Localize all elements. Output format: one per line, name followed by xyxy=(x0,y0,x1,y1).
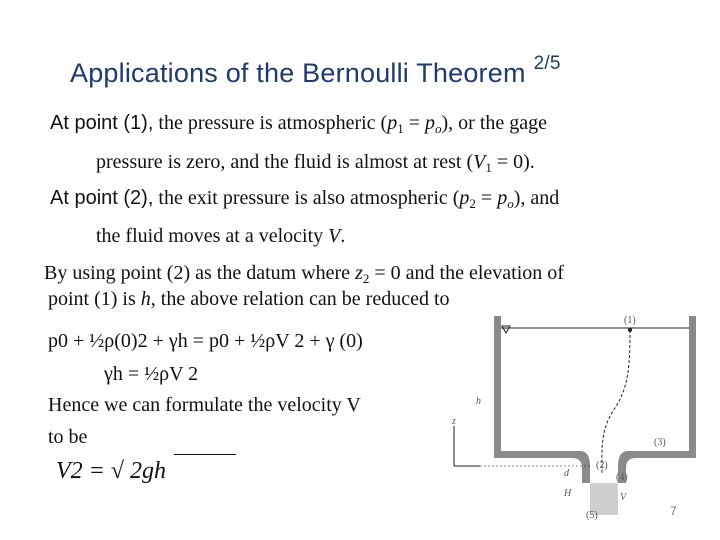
surface-marker xyxy=(502,326,510,333)
point1-sub: 1 xyxy=(397,121,404,136)
label-p4: (4) xyxy=(616,472,628,483)
point1-line1 xyxy=(50,112,548,136)
reduced-equation-text: γh = ½ρV 2 xyxy=(104,363,199,385)
point1-V-sub: 1 xyxy=(485,160,492,175)
point1-line2 xyxy=(96,151,535,175)
point2-lead: At point (2), xyxy=(50,187,154,209)
point1-eq: = xyxy=(403,112,425,134)
bottom-left xyxy=(494,451,590,483)
tank-walls xyxy=(494,316,696,483)
point1-sub-o: o xyxy=(435,121,442,136)
point2-text-b: ), and xyxy=(513,187,560,209)
datum-line2-a: point (1) is xyxy=(48,288,141,310)
point2-p: p xyxy=(459,187,470,209)
label-p3: (3) xyxy=(654,437,666,448)
datum-z: z xyxy=(355,262,363,284)
tank-diagram xyxy=(440,308,700,523)
point2-line2-b: . xyxy=(340,225,346,247)
title-text: Applications of the Bernoulli Theorem xyxy=(70,58,526,88)
point2-V: V xyxy=(328,225,341,247)
datum-line2-b: , the above relation can be reduced to xyxy=(150,288,450,310)
point2-line1 xyxy=(50,187,560,211)
point1-V: V xyxy=(473,151,486,173)
hence-line2 xyxy=(48,427,87,447)
datum-line1 xyxy=(44,262,564,286)
point1-line2-b: = 0). xyxy=(491,151,535,173)
bernoulli-equation-text: p0 + ½ρ(0)2 + γh = p0 + ½ρV 2 + γ (0) xyxy=(48,330,363,352)
label-H: H xyxy=(564,488,572,499)
point1-text-b: ), or the gage xyxy=(441,112,548,134)
point1-p: p xyxy=(387,112,398,134)
hence-line1 xyxy=(48,395,361,415)
datum-text-b: = 0 and the elevation of xyxy=(369,262,564,284)
right-wall xyxy=(689,316,696,458)
datum-h: h xyxy=(140,288,151,310)
point1-line2-a: pressure is zero, and the fluid is almost at rest ( xyxy=(96,151,474,173)
label-h: h xyxy=(476,396,481,407)
hence-line2-text: to be xyxy=(48,426,88,448)
datum-line2 xyxy=(48,289,450,309)
reduced-equation xyxy=(104,364,198,384)
title-fraction: 2/5 xyxy=(533,53,561,74)
datum-z-sub: 2 xyxy=(362,271,370,286)
sqrt-vinculum xyxy=(174,454,236,455)
datum-text-a: By using point (2) as the datum where xyxy=(44,262,356,284)
label-V: V xyxy=(620,492,627,503)
point2-po: p xyxy=(497,187,508,209)
point2-line2 xyxy=(96,226,345,246)
label-z: z xyxy=(452,416,456,427)
point1-po: p xyxy=(425,112,435,134)
hence-line1-text: Hence we can formulate the velocity V xyxy=(48,394,361,416)
point2-text-a: the exit pressure is also atmospheric ( xyxy=(153,187,460,209)
point2-sub-o: o xyxy=(507,196,514,211)
bottom-right xyxy=(618,451,696,483)
left-wall xyxy=(494,316,501,458)
label-p5: (5) xyxy=(586,510,598,521)
label-d: d xyxy=(564,468,569,479)
label-p2: (2) xyxy=(596,460,608,471)
point2-sub: 2 xyxy=(469,196,476,211)
bernoulli-equation xyxy=(48,331,363,351)
point1-lead: At point (1), xyxy=(50,112,154,134)
label-p1: (1) xyxy=(624,315,636,326)
point1-dot xyxy=(628,328,632,332)
point2-line2-a: the fluid moves at a velocity xyxy=(96,225,329,247)
slide-title xyxy=(70,53,561,89)
velocity-formula xyxy=(56,458,166,485)
velocity-formula-text: V2 = √ 2gh xyxy=(56,458,167,484)
page-number: 7 xyxy=(670,504,677,518)
point2-eq: = xyxy=(475,187,498,209)
point1-text-a: the pressure is atmospheric ( xyxy=(153,112,388,134)
